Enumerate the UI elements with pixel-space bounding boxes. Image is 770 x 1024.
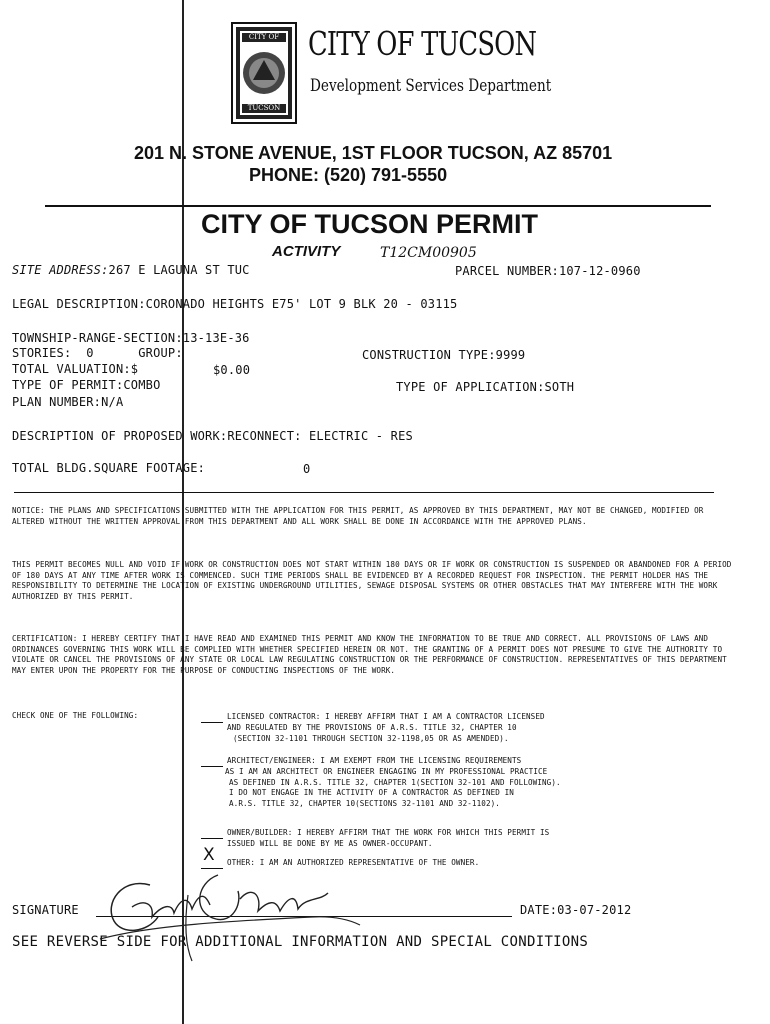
city-name: CITY OF TUCSON — [308, 24, 537, 63]
stories-group: STORIES: 0 GROUP: — [12, 346, 183, 360]
notice-paragraph: NOTICE: THE PLANS AND SPECIFICATIONS SUBMITTED WITH THE APPLICATION FOR THIS PERMIT, AS APPROVED BY THIS DEPARTMENT, MAY NOT BE CHANGED, MODIFIED OR ALTERED WITHOUT THE WRITTEN APPROVAL FROM THIS DEPARTMENT AND ALL WORK SHALL BE DONE IN ACCORDANCE WITH THE APPROVED PLANS. — [12, 506, 704, 526]
total-valuation-value: $0.00 — [213, 363, 251, 377]
contractor-line-2: (SECTION 32-1101 THROUGH SECTION 32-1198,05 OR AS AMENDED). — [233, 733, 509, 743]
logo-text-top: CITY OF — [248, 33, 280, 41]
city-seal-logo — [231, 22, 297, 124]
certification-paragraph: CERTIFICATION: I HEREBY CERTIFY THAT I HAVE READ AND EXAMINED THIS PERMIT AND KNOW THE INFORMATION TO BE TRUE AND CORRECT. ALL PROVISIONS OF LAWS AND ORDINANCES GOVERNING THIS WORK WILL BE COMPLIED WITH WHETHER SPECIFIED HEREIN OR NOT. THE GRANTING OF A PERMIT DOES NOT PRESUME TO GIVE THE AUTHORITY TO VIOLATE OR CANCEL THE PROVISIONS OF ANY STATE OR LOCAL LAW REGULATING CONSTRUCTION OR THE PERFORMANCE OF CONSTRUCTION. REPRESENTATIVES OF THIS DEPARTMENT MAY ENTER UPON THE PROPERTY FOR THE PURPOSE OF CONDUCTING INSPECTIONS OF THE WORK. — [12, 634, 727, 675]
site-address-label-text: SITE ADDRESS: — [12, 263, 109, 277]
other-line: OTHER: I AM AN AUTHORIZED REPRESENTATIVE OF THE OWNER. — [227, 858, 480, 868]
architect-checkbox[interactable] — [201, 756, 223, 767]
square-footage-label: TOTAL BLDG.SQUARE FOOTAGE: — [12, 461, 206, 475]
owner-checkbox[interactable] — [201, 828, 223, 839]
office-address: 201 N. STONE AVENUE, 1ST FLOOR TUCSON, AZ 85701 — [134, 143, 613, 163]
office-phone: PHONE: (520) 791-5550 — [249, 165, 448, 185]
architect-line-2: AS DEFINED IN A.R.S. TITLE 32, CHAPTER 1(SECTION 32-101 AND FOLLOWING). — [229, 777, 561, 787]
type-of-application: TYPE OF APPLICATION:SOTH — [396, 380, 575, 394]
void-paragraph: THIS PERMIT BECOMES NULL AND VOID IF WORK OR CONSTRUCTION DOES NOT START WITHIN 180 DAYS OR IF WORK OR CONSTRUCTION IS SUSPENDED OR ABANDONED FOR A PERIOD OF 180 DAYS AT ANY TIME AFTER WORK IS COMMENCED. SUCH TIME PERIODS SHALL BE EVIDENCED BY A RECORDED REQUEST FOR INSPECTION. THE PERMIT HOLDER HAS THE RESPONSIBILITY TO DETERMINE THE LOCATION OF EXISTING UNDERGROUND UTILITIES, SEWAGE DISPOSAL SYSTEMS OR OTHER OBSTACLES THAT MAY INTERFERE WITH THE WORK AUTHORIZED BY THIS PERMIT. — [12, 560, 732, 601]
architect-line-1: AS I AM AN ARCHITECT OR ENGINEER ENGAGING IN MY PROFESSIONAL PRACTICE — [225, 767, 548, 776]
activity-number: T12CM00905 — [380, 245, 477, 261]
logo-text-bottom: TUCSON — [247, 104, 281, 112]
square-footage-value: 0 — [303, 462, 311, 476]
option-owner-builder — [201, 828, 731, 850]
architect-line-3: I DO NOT ENGAGE IN THE ACTIVITY OF A CONTRACTOR AS DEFINED IN — [229, 788, 514, 798]
proposed-work: DESCRIPTION OF PROPOSED WORK:RECONNECT: ELECTRIC - RES — [12, 429, 413, 443]
legal-description: LEGAL DESCRIPTION:CORONADO HEIGHTS E75' LOT 9 BLK 20 - 03115 — [12, 297, 458, 311]
township-range-section: TOWNSHIP-RANGE-SECTION:13-13E-36 — [12, 331, 250, 345]
parcel-number: PARCEL NUMBER:107-12-0960 — [455, 264, 641, 278]
architect-line-0: ARCHITECT/ENGINEER: I AM EXEMPT FROM THE LICENSING REQUIREMENTS — [227, 756, 522, 765]
site-address-label — [12, 263, 250, 277]
plan-number: PLAN NUMBER:N/A — [12, 395, 124, 409]
other-check-mark: X — [203, 845, 215, 865]
architect-line-4: A.R.S. TITLE 32, CHAPTER 10(SECTIONS 32-1101 AND 32-1102). — [229, 798, 500, 808]
option-architect-engineer — [201, 756, 731, 809]
type-of-permit: TYPE OF PERMIT:COMBO — [12, 378, 161, 392]
contractor-line-0: LICENSED CONTRACTOR: I HEREBY AFFIRM THAT I AM A CONTRACTOR LICENSED — [227, 712, 545, 721]
header-rule — [45, 205, 711, 207]
contractor-line-1: AND REGULATED BY THE PROVISIONS OF A.R.S. TITLE 32, CHAPTER 10 — [227, 723, 517, 732]
check-one-label: CHECK ONE OF THE FOLLOWING: — [12, 711, 139, 720]
construction-type: CONSTRUCTION TYPE:9999 — [362, 348, 526, 362]
owner-line-0: OWNER/BUILDER: I HEREBY AFFIRM THAT THE WORK FOR WHICH THIS PERMIT IS — [227, 828, 550, 837]
fields-rule — [14, 492, 714, 493]
footer-note: SEE REVERSE SIDE FOR ADDITIONAL INFORMATION AND SPECIAL CONDITIONS — [12, 934, 589, 950]
signature-label: SIGNATURE — [12, 903, 79, 917]
total-valuation-label: TOTAL VALUATION:$ — [12, 362, 139, 376]
activity-label: ACTIVITY — [272, 243, 341, 260]
contractor-checkbox[interactable] — [201, 712, 223, 723]
option-licensed-contractor — [201, 712, 721, 744]
permit-title: CITY OF TUCSON PERMIT — [201, 209, 539, 239]
signature-date: DATE:03-07-2012 — [520, 903, 632, 917]
department-name: Development Services Department — [310, 76, 552, 96]
owner-line-1: ISSUED WILL BE DONE BY ME AS OWNER-OCCUPANT. — [227, 839, 433, 848]
site-address-value: 267 E LAGUNA ST TUC — [108, 263, 250, 277]
